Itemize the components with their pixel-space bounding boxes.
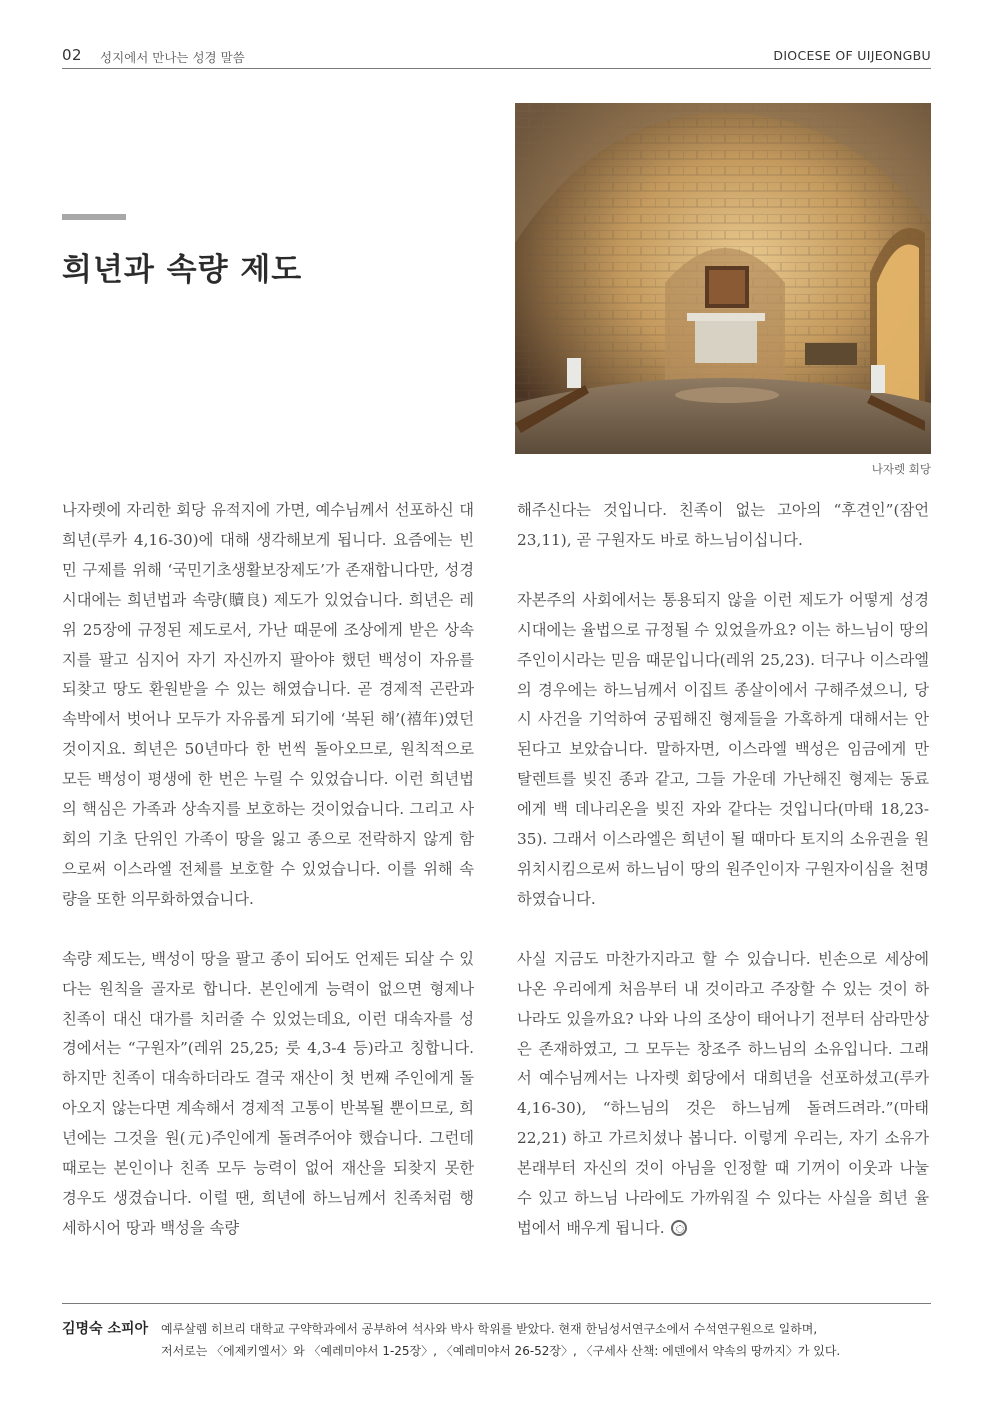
right-column (517, 496, 929, 1274)
paragraph: 해주신다는 것입니다. 친족이 없는 고아의 “후견인”(잠언 23,11), 곧 구원자도 바로 하느님이십니다. (517, 501, 929, 549)
paragraph: 속량 제도는, 백성이 땅을 팔고 종이 되어도 언제든 되살 수 있다는 원칙을 골자로 합니다. 본인에게 능력이 없으면 형제나 친족이 대신 대가를 치러줄 수 있었는데요, 이런 대속자를 성경에서는 “구원자”(레위 25,25; 룻 4,3-4 등)라고 칭합니다. 하지만 친족이 대속하더라도 결국 재산이 첫 번째 주인에게 돌아오지 않는다면 계속해서 경제적 고통이 반복될 뿐이므로, 희년에는 그것을 원(元)주인에게 돌려주어야 했습니다. 그런데 때로는 본인이나 친족 모두 능력이 없어 재산을 되찾지 못한 경우도 생겼습니다. 이럴 땐, 희년에 하느님께서 친족처럼 행세하시어 땅과 백성을 속량 (62, 949, 474, 1237)
left-column (62, 496, 474, 1274)
page-number: 02 (62, 46, 83, 64)
paragraph: 나자렛에 자리한 회당 유적지에 가면, 예수님께서 선포하신 대희년(루카 4,16-30)에 대해 생각해보게 됩니다. 요즘에는 빈민 구제를 위해 ‘국민기초생활보장제도’가 존재합니다만, 성경 시대에는 희년법과 속량(贖良) 제도가 있었습니다. 희년은 레위 25장에 규정된 제도로서, 가난 때문에 조상에게 받은 상속지를 팔고 심지어 자기 자신까지 팔아야 했던 백성이 자유를 되찾고 땅도 환원받을 수 있는 해였습니다. 곧 경제적 곤란과 속박에서 벗어나 모두가 자유롭게 되기에 ‘복된 해’(禧年)였던 것이지요. 희년은 50년마다 한 번씩 돌아오므로, 원칙적으로 모든 백성이 평생에 한 번은 누릴 수 있었습니다. 이런 희년법의 핵심은 가족과 상속지를 보호하는 것이었습니다. 그리고 사회의 기초 단위인 가족이 땅을 잃고 종으로 전락하지 않게 함으로써 이스라엘 전체를 보호할 수 있었습니다. 이를 위해 속량을 또한 의무화하였습니다. (62, 501, 474, 908)
author-name: 김명숙 소피아 (62, 1321, 149, 1337)
photo-caption: 나자렛 회당 (871, 462, 931, 476)
publisher-name: DIOCESE OF UIJEONGBU (773, 48, 931, 63)
bio-line: 저서로는 〈에제키엘서〉와 〈예레미야서 1-25장〉, 〈예레미야서 26-52장〉, 〈구세사 산책: 에덴에서 약속의 땅까지〉가 있다. (161, 1344, 841, 1358)
section-title: 성지에서 만나는 성경 말씀 (100, 50, 245, 65)
rosette-end-mark-icon (671, 1220, 687, 1236)
author-bio (161, 1318, 931, 1362)
paragraph-last (517, 945, 929, 1244)
author-footer (62, 1303, 931, 1358)
page-header (62, 44, 931, 69)
article-title: 희년과 속량 제도 (62, 252, 303, 288)
paragraph: 자본주의 사회에서는 통용되지 않을 이런 제도가 어떻게 성경 시대에는 율법으로 규정될 수 있었을까요? 이는 하느님이 땅의 주인이시라는 믿음 때문입니다(레위 25,23). 더구나 이스라엘의 경우에는 하느님께서 이집트 종살이에서 구해주셨으니, 당시 사건을 기억하여 궁핍해진 형제들을 가혹하게 대해서는 안 된다고 보았습니다. 말하자면, 이스라엘 백성은 임금에게 만 탈렌트를 빚진 종과 같고, 그들 가운데 가난해진 형제는 동료에게 백 데나리온을 빚진 자와 같다는 것입니다(마태 18,23-35). 그래서 이스라엘은 희년이 될 때마다 토지의 소유권을 원위치시킴으로써 하느님이 땅의 원주인이자 구원자이심을 천명하였습니다. (517, 590, 929, 908)
title-accent-bar (62, 214, 126, 220)
bio-line: 예루살렘 히브리 대학교 구약학과에서 공부하여 석사와 박사 학위를 받았다. 현재 한님성서연구소에서 수석연구원으로 일하며, (161, 1322, 818, 1336)
synagogue-photo (515, 103, 931, 454)
paragraph: 사실 지금도 마찬가지라고 할 수 있습니다. 빈손으로 세상에 나온 우리에게 처음부터 내 것이라고 주장할 수 있는 것이 하나라도 있을까요? 나와 나의 조상이 태어나기 전부터 삼라만상은 존재하였고, 그 모두는 창조주 하느님의 소유입니다. 그래서 예수님께서는 나자렛 회당에서 대희년을 선포하셨고(루카 4,16-30), “하느님의 것은 하느님께 돌려드려라.”(마태 22,21) 하고 가르치셨나 봅니다. 이렇게 우리는, 자기 소유가 본래부터 자신의 것이 아님을 인정할 때 기꺼이 이웃과 나눌 수 있고 하느님 나라에도 가까워질 수 있다는 사실을 희년 율법에서 배우게 됩니다. (517, 949, 929, 1237)
